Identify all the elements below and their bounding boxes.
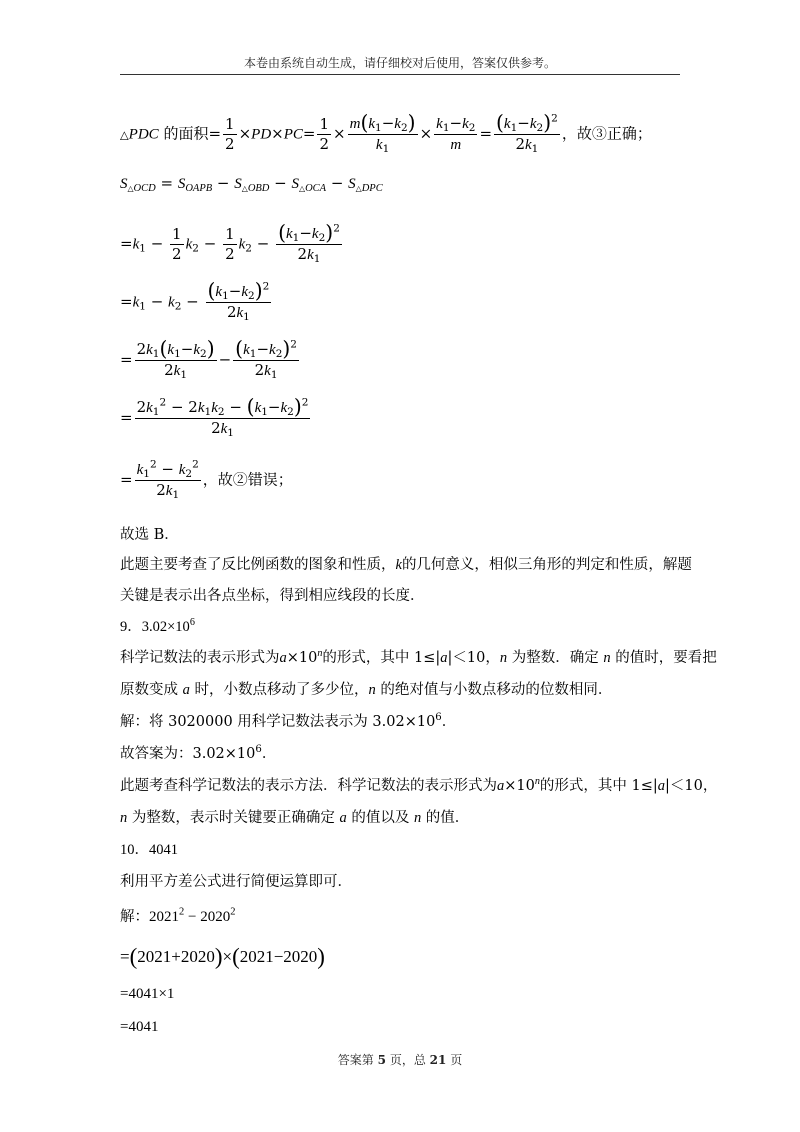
equation-pdc-area: △PDC 的面积= $\frac{1}{2}$ ×PD×PC= $\frac{1}{2}$ × $\frac{m(k_1-k_2)}{k_1}$ × $\frac{k_1-k_2}{m}$ = $\frac{(k_1-k_2)^2}{2k_1}$ ，故③正确； <box>120 110 652 156</box>
step5-conclusion: ，故②错误； <box>202 470 293 489</box>
equation-step-4: = $\frac{2k_1^2 - 2k_1k_2 - (k_1-k_2)^2}{2k_1}$ <box>120 394 309 440</box>
equation-step-2: $=k_1 - k_2$ − $\frac{(k_1-k_2)^2}{2k_1}$ <box>120 278 270 324</box>
q9-text-e: 的值时，要看把 <box>615 650 717 666</box>
q10-solution-prefix: 解： <box>120 909 149 925</box>
q10-step-1: 解：$2021^2 - 2020^2$ <box>120 906 236 925</box>
page-header: 本卷由系统自动生成，请仔细校对后使用，答案仅供参考。 <box>243 56 556 70</box>
footer-suffix: 页 <box>450 1053 463 1067</box>
q9-analysis-c: |＜10， <box>665 778 718 794</box>
pdc-area-conclusion: ，故③正确； <box>561 124 652 143</box>
q10-step-3: =4041×1 <box>120 986 175 1002</box>
summary-line-2: 关键是表示出各点坐标，得到相应线段的长度． <box>120 588 425 604</box>
summary-text-a: 此题主要考查了反比例函数的图象和性质， <box>120 557 396 573</box>
q9-analysis-line-1: 此题考查科学记数法的表示方法．科学记数法的表示形式为$a\times 10^n$的形式，其中 1≤|a|＜10， <box>120 775 718 794</box>
q9-analysis-line-2: n 为整数，表示时关键要正确确定 a 的值以及 n 的值． <box>120 810 470 826</box>
q9-line-2: 原数变成 a 时，小数点移动了多少位，n 的绝对值与小数点移动的位数相同． <box>120 682 613 698</box>
q10-answer-label: 10．4041 <box>120 842 178 858</box>
header-divider <box>120 74 680 75</box>
footer-middle: 页，总 <box>389 1053 426 1067</box>
q9-analysis-f: 的值． <box>425 810 470 826</box>
footer-total-pages: 21 <box>429 1053 447 1067</box>
footer-page-number: 5 <box>377 1053 386 1067</box>
q9-text-b: 的形式，其中 1≤| <box>322 650 441 666</box>
q9-analysis-b: 的形式，其中 1≤| <box>539 778 658 794</box>
q9-final-answer: 故答案为：$3.02\times 10^6$． <box>120 743 277 762</box>
q9-text-g: 时，小数点移动了多少位， <box>194 682 369 698</box>
q9-text-d: 为整数．确定 <box>511 650 599 666</box>
q9-analysis-e: 的值以及 <box>351 810 410 826</box>
q9-text-h: 的绝对值与小数点移动的位数相同． <box>380 682 613 698</box>
q9-answer-label: 9．$3.02\times 10^6$ <box>120 616 195 635</box>
equation-step-1: $=k_1$ − $\frac{1}{2}$ $k_2$ − $\frac{1}{2}$ $k_2$ − $\frac{(k_1-k_2)^2}{2k_1}$ <box>120 220 340 266</box>
answer-choice: 故选 B． <box>120 527 179 543</box>
summary-text-b: 的几何意义，相似三角形的判定和性质，解题 <box>401 557 692 573</box>
q9-analysis-a: 此题考查科学记数法的表示方法．科学记数法的表示形式为 <box>120 778 497 794</box>
summary-line-1 <box>120 558 692 573</box>
pdc-area-prefix: 的面积 <box>163 124 209 143</box>
q10-method: 利用平方差公式进行简便运算即可． <box>120 874 352 890</box>
equation-step-3: = $\frac{2k_1(k_1-k_2)}{2k_1}$ − $\frac{(k_1-k_2)^2}{2k_1}$ <box>120 336 297 382</box>
q9-text-a: 科学记数法的表示形式为 <box>120 650 280 666</box>
q9-solution: 解：将 3020000 用科学记数法表示为 $3.02\times 10^6$． <box>120 711 457 730</box>
equation-area-decomposition: $S_{\triangle OCD} = S_{OAPB} - S_{\triangle OBD} - S_{\triangle OCA} - S_{\triangle DPC}$ <box>120 174 383 195</box>
q9-analysis-d: 为整数，表示时关键要正确确定 <box>131 810 335 826</box>
q9-line-1: 科学记数法的表示形式为$a\times 10^n$的形式，其中 1≤|a|＜10，n 为整数．确定 n 的值时，要看把 <box>120 647 717 666</box>
footer-prefix: 答案第 <box>337 1053 374 1067</box>
q9-text-c: |＜10， <box>447 650 500 666</box>
equation-step-5: = $\frac{k_1^2 - k_2^2}{2k_1}$ ，故②错误； <box>120 458 293 502</box>
q10-step-2: =(2021+2020)×(2021−2020) <box>120 943 325 969</box>
summary-var-k: k <box>395 557 402 573</box>
q9-text-f: 原数变成 <box>120 682 178 698</box>
page-footer <box>0 1051 800 1068</box>
q10-step-4: =4041 <box>120 1019 159 1035</box>
